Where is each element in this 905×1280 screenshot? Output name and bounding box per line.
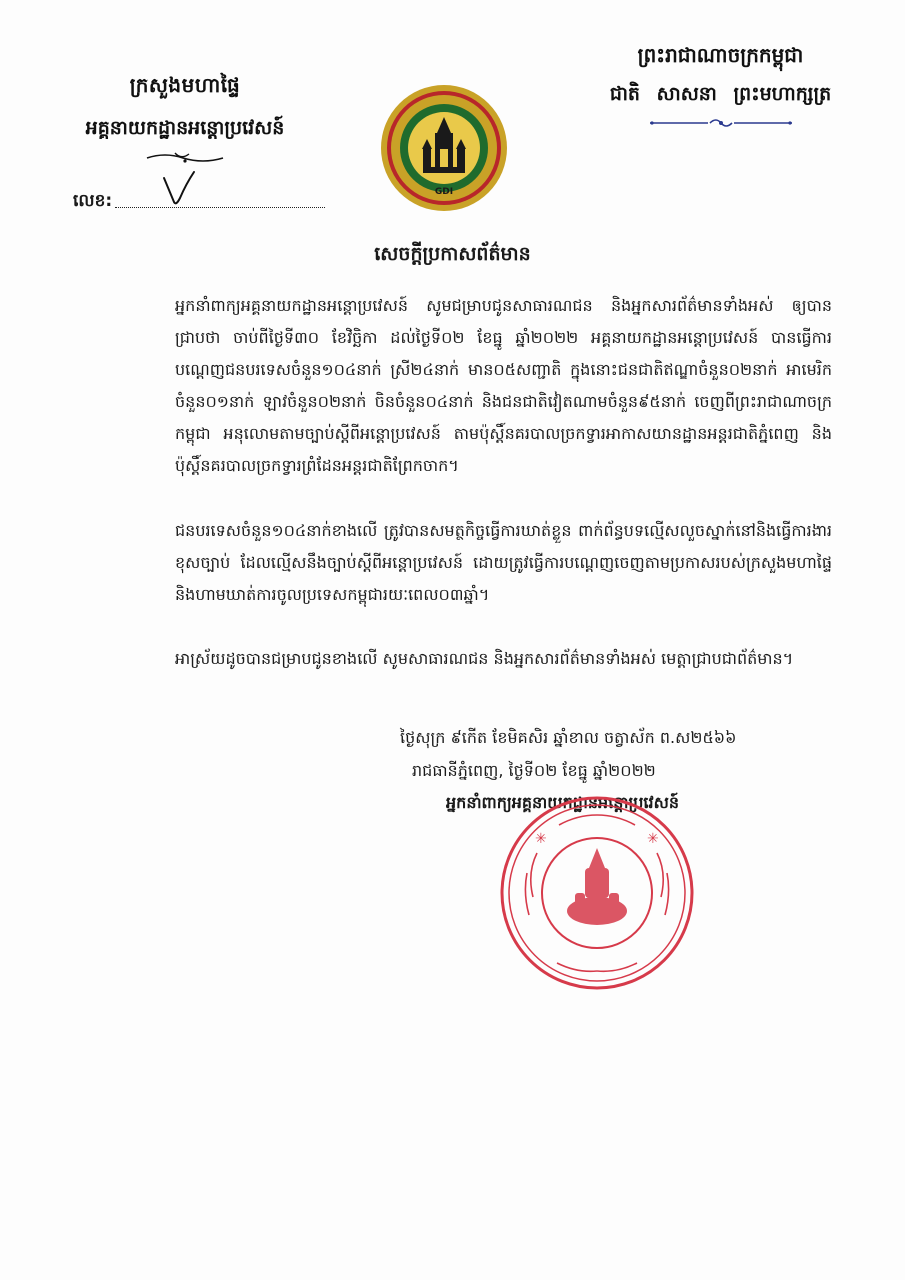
motto-ornament-icon (646, 116, 796, 130)
gdi-emblem-logo (379, 83, 509, 213)
national-motto: ជាតិ សាសនា ព្រះមហាក្សត្រ (609, 83, 832, 105)
body-paragraph-1 (175, 290, 832, 482)
handwritten-mark-icon (158, 168, 198, 210)
official-seal-stamp (497, 793, 697, 993)
paragraph-text: ជនបរទេសចំនួន១០៤នាក់ខាងលើ ត្រូវបានសមត្ថកិច្ចធ្វើការឃាត់ខ្លួន ពាក់ព័ន្ធបទល្មើសលួចស្នាក់នៅនិងធ្វើការងារខុសច្បាប់ ដែលល្មើសនឹងច្បាប់ស្តីពីអន្តោប្រវេសន៍ ដោយត្រូវធ្វើការបណ្តេញចេញតាមប្រកាសរបស់ក្រសួងមហាផ្ទៃ និងហាមឃាត់ការចូលប្រទេសកម្ពុជារយៈពេល០៣ឆ្នាំ។ (175, 521, 832, 604)
reference-label: លេខ: (73, 191, 113, 211)
place-and-date: រាជធានីភ្នំពេញ, ថ្ងៃទី០២ ខែធ្នូ ឆ្នាំ២០២២ (412, 761, 656, 780)
signer-title: អ្នកនាំពាក្យអគ្គនាយកដ្ឋានអន្តោប្រវេសន៍ (446, 793, 679, 812)
body-paragraph-3 (175, 643, 832, 675)
document-title: សេចក្តីប្រកាសព័ត៌មាន (374, 243, 531, 265)
body-paragraph-2 (175, 515, 832, 611)
paragraph-text: អាស្រ័យដូចបានជម្រាបជូនខាងលើ សូមសាធារណជន និងអ្នកសារព័ត៌មានទាំងអស់ មេត្តាជ្រាបជាព័ត៌មាន។ (175, 649, 794, 668)
reference-number-row (73, 190, 112, 215)
kingdom-name: ព្រះរាជាណាចក្រកម្ពុជា (637, 43, 804, 67)
svg-text:✳: ✳ (535, 831, 547, 847)
paragraph-text: អ្នកនាំពាក្យអគ្គនាយកដ្ឋានអន្តោប្រវេសន៍ សូមជម្រាបជូនសាធារណជន និងអ្នកសារព័ត៌មានទាំងអស់ ឲ្យបានជ្រាបថា ចាប់ពីថ្ងៃទី៣០ ខែវិច្ឆិកា ដល់ថ្ងៃទី០២ ខែធ្នូ ឆ្នាំ២០២២ អគ្គនាយកដ្ឋានអន្តោប្រវេសន៍ បានធ្វើការបណ្តេញជនបរទេសចំនួន១០៤នាក់ ស្រី២៤នាក់ មាន០៥សញ្ជាតិ ក្នុងនោះជនជាតិឥណ្ឌាចំនួន០២នាក់ អាមេរិកចំនួន០១នាក់ ឡាវចំនួន០២នាក់ ចិនចំនួន០៤នាក់ និងជនជាតិវៀតណាមចំនួន៩៥នាក់ ចេញពីព្រះរាជាណាចក្រកម្ពុជា អនុលោមតាមច្បាប់ស្តីពីអន្តោប្រវេសន៍ តាមប៉ុស្តិ៍នគរបាលច្រកទ្វារអាកាសយានដ្ឋានអន្តរជាតិភ្នំពេញ និងប៉ុស្តិ៍នគរបាលច្រកទ្វារព្រំដែនអន្តរជាតិព្រែកចាក។ (175, 296, 832, 475)
kingdom-header (588, 42, 853, 130)
emblem-text: GDI (434, 187, 454, 197)
department-name: អគ្គនាយកដ្ឋានអន្តោប្រវេសន៍ (85, 117, 285, 139)
ornament-flourish-icon (145, 150, 225, 166)
issuer-header (60, 72, 310, 166)
ministry-name: ក្រសួងមហាផ្ទៃ (129, 73, 241, 97)
lunar-date: ថ្ងៃសុក្រ ៩កើត ខែមិគសិរ ឆ្នាំខាល ចត្វាស័ក ព.ស២៥៦៦ (400, 728, 737, 747)
svg-text:✳: ✳ (647, 831, 659, 847)
reference-dotted-line (115, 207, 325, 208)
